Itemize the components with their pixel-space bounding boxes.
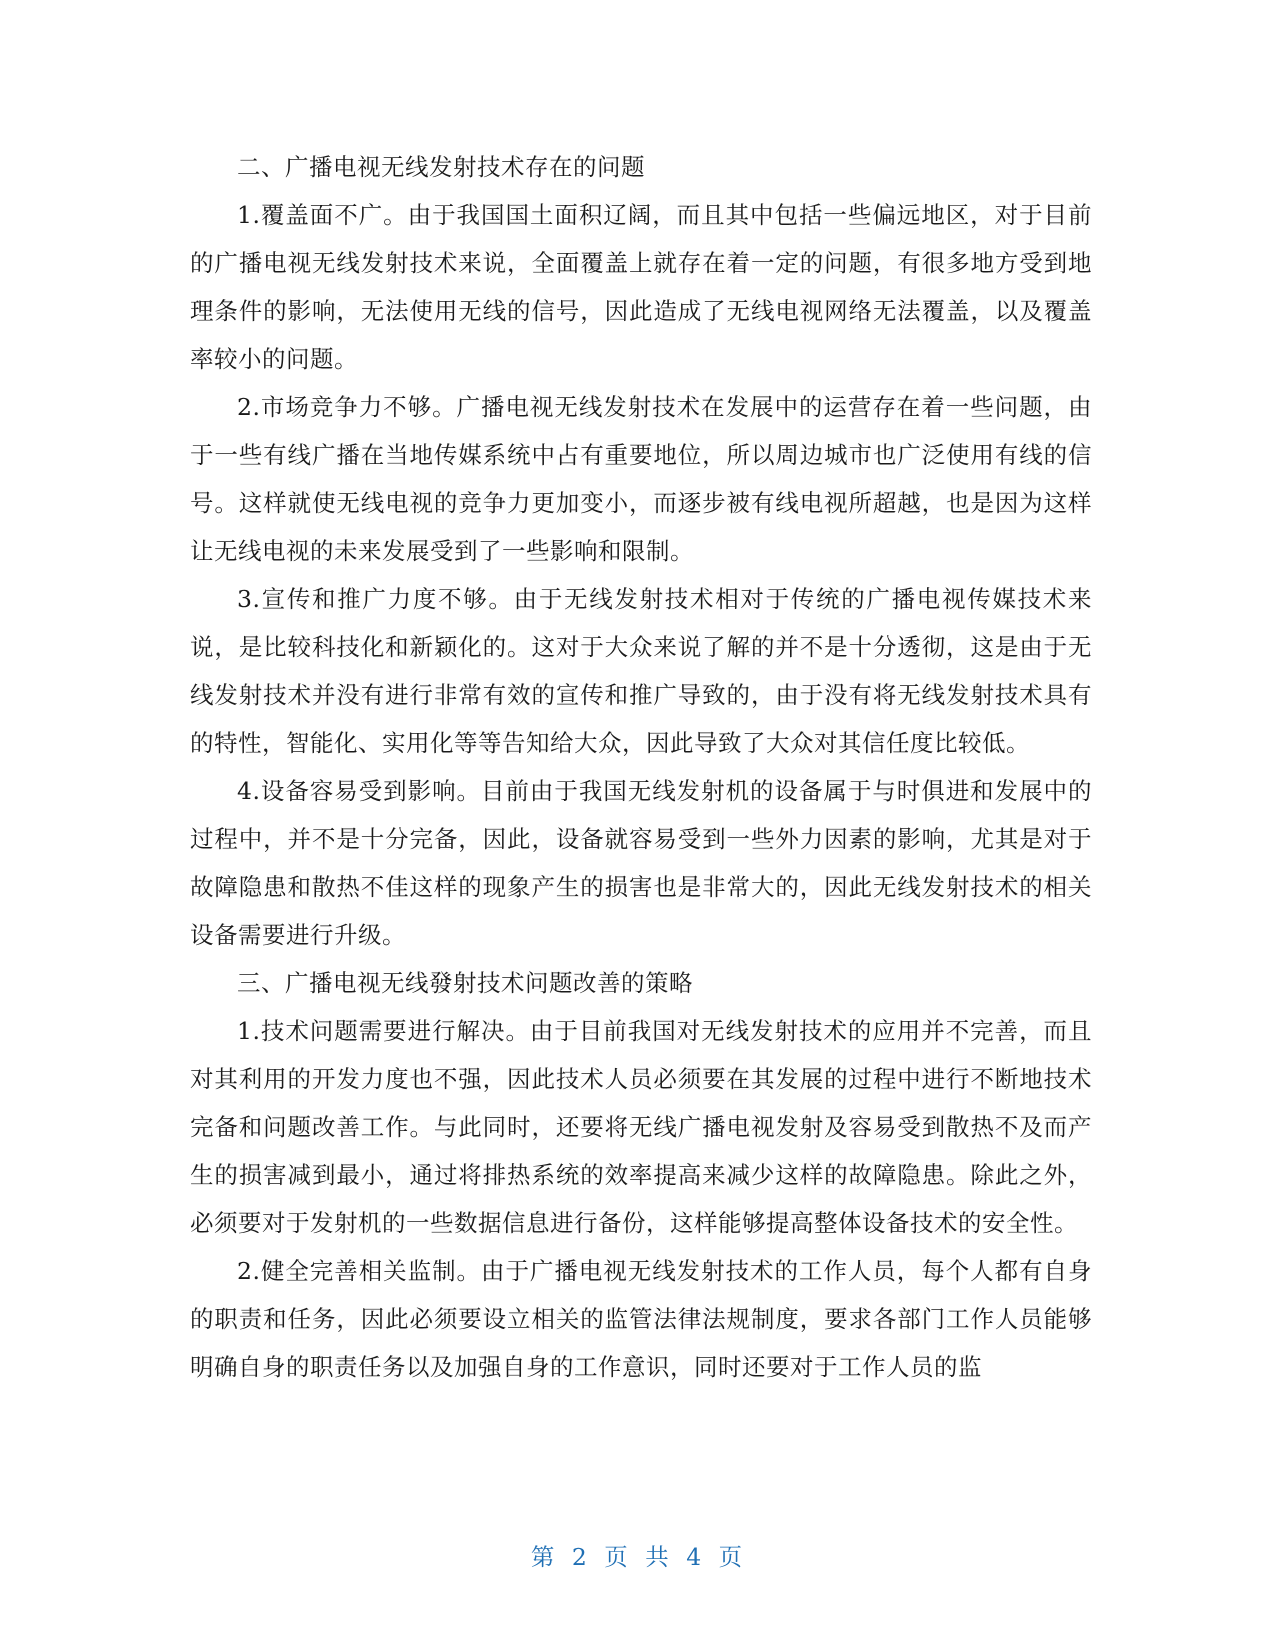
page-number-footer: 第 2 页 共 4 页 xyxy=(530,1543,745,1571)
paragraph: 4.设备容易受到影响。目前由于我国无线发射机的设备属于与时俱进和发展中的过程中，并不是十分完备，因此，设备就容易受到一些外力因素的影响，尤其是对于故障隐患和散热不佳这样的现象产生的损害也是非常大的，因此无线发射技术的相关设备需要进行升级。 xyxy=(190,777,1092,949)
paragraph: 2.健全完善相关监制。由于广播电视无线发射技术的工作人员，每个人都有自身的职责和任务，因此必须要设立相关的监管法律法规制度，要求各部门工作人员能够明确自身的职责任务以及加强自身的工作意识，同时还要对于工作人员的监 xyxy=(190,1257,1092,1381)
document-body xyxy=(190,143,1092,1391)
paragraph: 1.技术问题需要进行解决。由于目前我国对无线发射技术的应用并不完善，而且对其利用的开发力度也不强，因此技术人员必须要在其发展的过程中进行不断地技术完备和问题改善工作。与此同时，还要将无线广播电视发射及容易受到散热不及而产生的损害减到最小，通过将排热系统的效率提高来减少这样的故障隐患。除此之外，必须要对于发射机的一些数据信息进行备份，这样能够提高整体设备技术的安全性。 xyxy=(190,1017,1092,1237)
paragraph: 3.宣传和推广力度不够。由于无线发射技术相对于传统的广播电视传媒技术来说，是比较科技化和新颖化的。这对于大众来说了解的并不是十分透彻，这是由于无线发射技术并没有进行非常有效的宣传和推广导致的，由于没有将无线发射技术具有的特性，智能化、实用化等等告知给大众，因此导致了大众对其信任度比较低。 xyxy=(190,585,1092,757)
paragraph: 2.市场竞争力不够。广播电视无线发射技术在发展中的运营存在着一些问题，由于一些有线广播在当地传媒系统中占有重要地位，所以周边城市也广泛使用有线的信号。这样就使无线电视的竞争力更加变小，而逐步被有线电视所超越，也是因为这样让无线电视的未来发展受到了一些影响和限制。 xyxy=(190,393,1092,565)
section-heading: 三、广播电视无线發射技术问题改善的策略 xyxy=(237,969,693,997)
paragraph: 1.覆盖面不广。由于我国国土面积辽阔，而且其中包括一些偏远地区，对于目前的广播电视无线发射技术来说，全面覆盖上就存在着一定的问题，有很多地方受到地理条件的影响，无法使用无线的信号，因此造成了无线电视网络无法覆盖，以及覆盖率较小的问题。 xyxy=(190,201,1092,373)
section-heading: 二、广播电视无线发射技术存在的问题 xyxy=(237,153,645,181)
